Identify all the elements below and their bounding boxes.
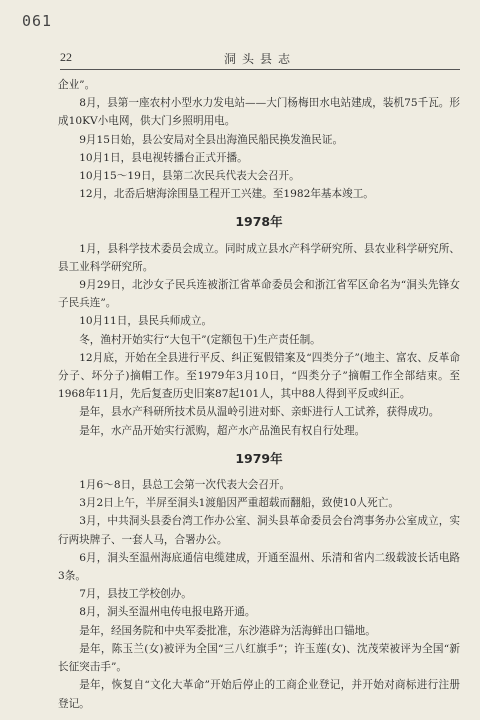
chronicle-entry: 12月底，开始在全县进行平反、纠正冤假错案及“四类分子”(地主、富农、反革命分子、坏分子)摘帽工作。至1979年3月10日，“四类分子”摘帽工作全部结束。至1968年11月，先后复查历史旧案87起101人，其中88人得到平反或纠正。 [58, 351, 460, 401]
year-heading: 1979年 [235, 450, 283, 466]
chronicle-entry: 12月，北岙后塘海涂围垦工程开工兴建。至1982年基本竣工。 [79, 188, 374, 201]
chronicle-entry: 6月，洞头至温州海底通信电缆建成，开通至温州、乐清和省内二级载波长话电路3条。 [58, 551, 460, 583]
chronicle-entry: 9月29日，北沙女子民兵连被浙江省革命委员会和浙江省军区命名为“洞头先锋女子民兵连”。 [58, 279, 460, 310]
body-text [58, 76, 460, 713]
chronicle-entry: 是年，恢复自“文化大革命”开始后停止的工商企业登记，并开始对商标进行注册登记。 [58, 679, 460, 710]
year-heading: 1978年 [235, 214, 283, 230]
chronicle-entry: 1月，县科学技术委员会成立。同时成立县水产科学研究所、县农业科学研究所、县工业科学研究所。 [58, 242, 460, 273]
page-header [60, 50, 460, 66]
chronicle-entry: 3月，中共洞头县委台湾工作办公室、洞头县革命委员会台湾事务办公室成立，实行两块牌子、一套人马，合署办公。 [58, 515, 460, 546]
chronicle-entry: 8月，洞头至温州电传电报电路开通。 [79, 606, 256, 619]
chronicle-entry: 冬，渔村开始实行“大包干”(定额包干)生产责任制。 [79, 333, 321, 346]
header-rule [60, 69, 460, 70]
chronicle-entry: 是年，水产品开始实行派购，超产水产品渔民有权自行处理。 [79, 424, 366, 437]
chronicle-entry: 是年，县水产科研所技术员从温岭引进对虾、亲虾进行人工试养，获得成功。 [79, 406, 440, 419]
chronicle-entry: 企业”。 [58, 79, 96, 91]
chronicle-entry: 8月，县第一座农村小型水力发电站——大门杨梅田水电站建成，装机75千瓦。形成10KV小电网，供大门乡照明用电。 [58, 97, 460, 128]
chronicle-entry: 10月1日，县电视转播台正式开播。 [79, 151, 248, 164]
chronicle-entry: 1月6～8日，县总工会第一次代表大会召开。 [79, 479, 291, 492]
page-number: 22 [60, 50, 72, 64]
page-stamp: 061 [22, 12, 53, 30]
chronicle-entry: 9月15日始，县公安局对全县出海渔民船民换发渔民证。 [79, 133, 344, 146]
running-title: 洞头县志 [223, 52, 296, 66]
chronicle-entry: 是年，经国务院和中央军委批准，东沙港辟为活海鲜出口锚地。 [79, 624, 376, 637]
chronicle-entry: 7月，县技工学校创办。 [79, 588, 192, 601]
chronicle-entry: 10月11日，县民兵师成立。 [79, 315, 213, 328]
chronicle-entry: 3月2日上午，半屏至洞头1渡船因严重超载而翻船，致使10人死亡。 [79, 497, 399, 510]
chronicle-entry: 10月15～19日，县第二次民兵代表大会召开。 [79, 170, 300, 183]
chronicle-entry: 是年，陈玉兰(女)被评为全国“三八红旗手”；许玉莲(女)、沈茂荣被评为全国“新长征突击手”。 [58, 642, 460, 674]
